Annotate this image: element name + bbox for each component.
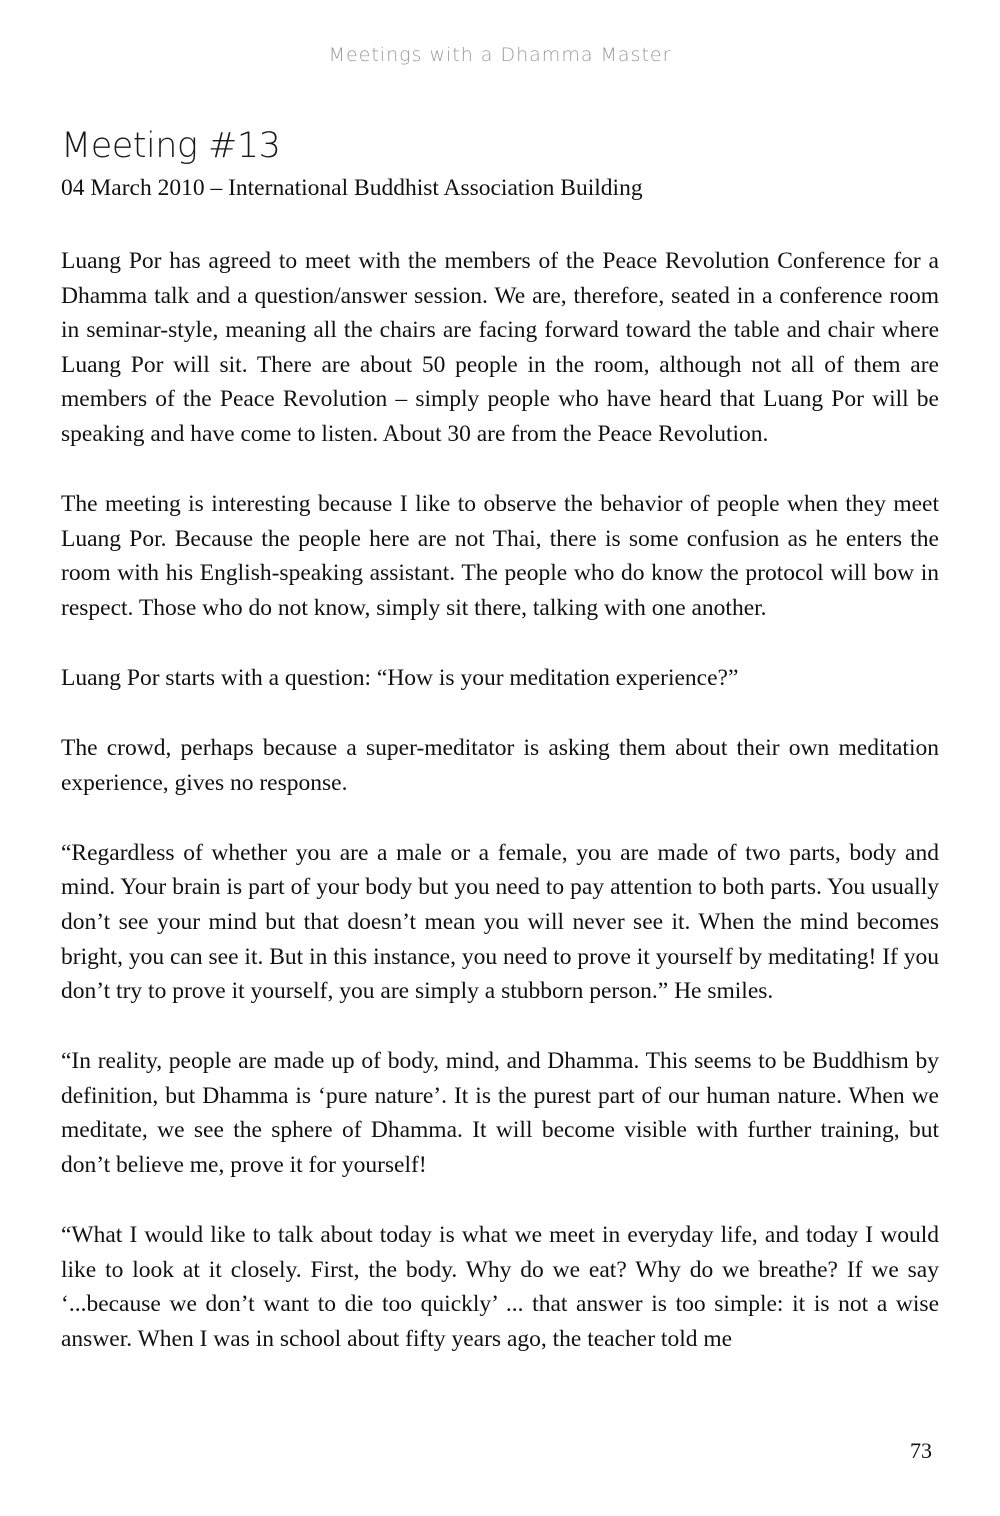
paragraph: “What I would like to talk about today is what we meet in everyday life, and today I would like to look at it closely. First, the body. Why do we eat? Why do we breathe? If we say ‘...because we don’t want to die too quickly’ ... that answer is too simple: it is not a wise answer. When I was in school about fifty years ago, the teacher told me [61, 1222, 939, 1352]
paragraph: Luang Por starts with a question: “How is your meditation experience?” [61, 664, 739, 691]
meeting-subtitle: 04 March 2010 – International Buddhist Association Building [61, 175, 643, 201]
paragraph: The meeting is interesting because I like to observe the behavior of people when they meet Luang Por. Because the people here are not Thai, there is some confusion as he enters the room with his English-speaking assistant. The people who do know the protocol will bow in respect. Those who do not know, simply sit there, talking with one another. [61, 491, 939, 621]
meeting-title: Meeting #13 [61, 126, 281, 166]
paragraph: The crowd, perhaps because a super-meditator is asking them about their own meditation experience, gives no response. [61, 735, 939, 796]
paragraph: “In reality, people are made up of body, mind, and Dhamma. This seems to be Buddhism by definition, but Dhamma is ‘pure nature’. It is the purest part of our human nature. When we meditate, we see the sphere of Dhamma. It will become visible with further training, but don’t believe me, prove it for yourself! [61, 1048, 939, 1178]
page-number: 73 [910, 1438, 932, 1463]
running-header: Meetings with a Dhamma Master [328, 44, 672, 66]
paragraph: Luang Por has agreed to meet with the members of the Peace Revolution Conference for a Dhamma talk and a question/answer session. We are, therefore, seated in a conference room in seminar-style, meaning all the chairs are facing forward toward the table and chair where Luang Por will sit. There are about 50 people in the room, although not all of them are members of the Peace Revolution – simply people who have heard that Luang Por will be speaking and have come to listen. About 30 are from the Peace Revolution. [61, 248, 939, 447]
body-text [61, 244, 939, 1356]
paragraph: “Regardless of whether you are a male or a female, you are made of two parts, body and mind. Your brain is part of your body but you need to pay attention to both parts. You usually don’t see your mind but that doesn’t mean you will never see it. When the mind becomes bright, you can see it. But in this instance, you need to prove it yourself by meditating! If you don’t try to prove it yourself, you are simply a stubborn person.” He smiles. [61, 839, 939, 1005]
